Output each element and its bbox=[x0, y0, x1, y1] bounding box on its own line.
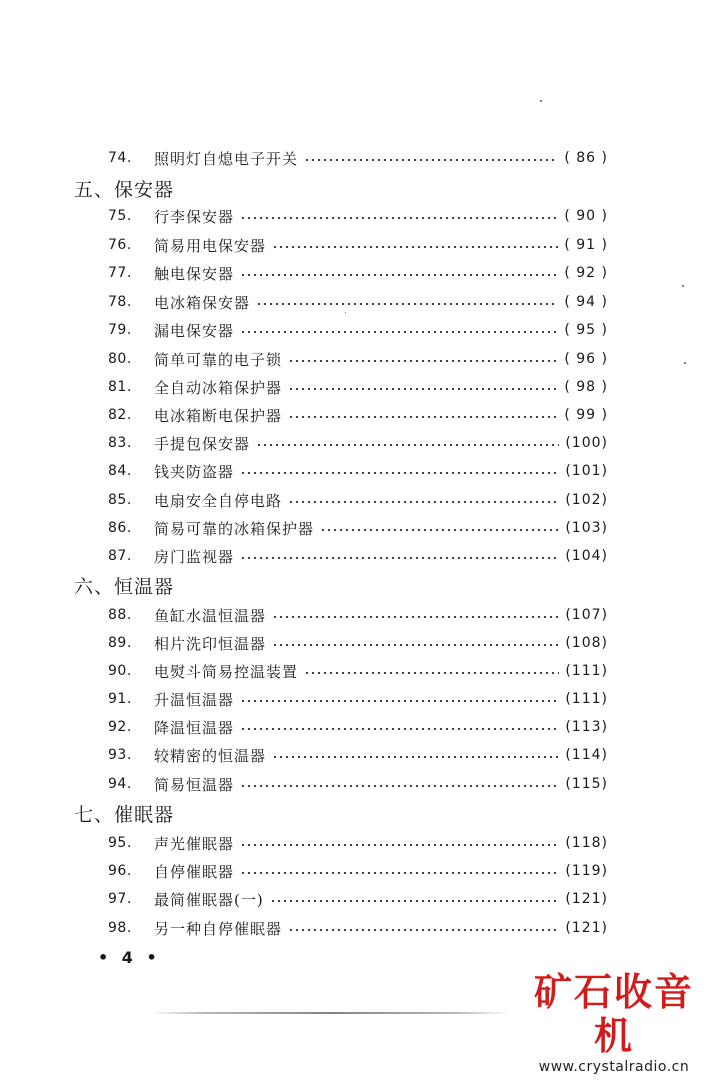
entry-page: (118) bbox=[565, 835, 608, 851]
entry-page: (113) bbox=[565, 719, 608, 735]
site-watermark bbox=[524, 970, 704, 1076]
toc-entry bbox=[108, 688, 608, 710]
toc-entry bbox=[108, 604, 608, 626]
entry-title: 较精密的恒温器 bbox=[154, 746, 267, 765]
entry-number: 87. bbox=[108, 548, 132, 564]
entry-number: 78. bbox=[108, 294, 132, 310]
dot-leader bbox=[256, 302, 558, 306]
entry-number: 82. bbox=[108, 407, 132, 423]
entry-title: 降温恒温器 bbox=[154, 718, 235, 737]
section-heading: 五、保安器 bbox=[74, 178, 175, 201]
entry-number: 84. bbox=[108, 463, 132, 479]
entry-page: ( 98 ) bbox=[564, 379, 608, 395]
section-heading: 六、恒温器 bbox=[74, 575, 175, 598]
dot-leader bbox=[240, 330, 558, 334]
dot-leader bbox=[272, 755, 559, 759]
dot-leader bbox=[240, 784, 559, 788]
entry-number: 80. bbox=[108, 351, 132, 367]
toc-entry bbox=[108, 716, 608, 738]
dot-leader bbox=[240, 273, 558, 277]
toc-entry bbox=[108, 432, 608, 454]
entry-page: (103) bbox=[565, 520, 608, 536]
entry-title: 行李保安器 bbox=[154, 207, 235, 226]
entry-number: 96. bbox=[108, 863, 132, 879]
entry-title: 手提包保安器 bbox=[154, 434, 251, 453]
entry-title: 电冰箱断电保护器 bbox=[154, 406, 283, 425]
dot-leader bbox=[272, 245, 558, 249]
toc-entry bbox=[108, 917, 608, 939]
entry-page: (121) bbox=[565, 920, 608, 936]
dot-leader bbox=[288, 415, 558, 419]
toc-entry bbox=[108, 404, 608, 426]
entry-title: 最简催眠器(一) bbox=[154, 890, 264, 909]
entry-title: 升温恒温器 bbox=[154, 690, 235, 709]
entry-number: 77. bbox=[108, 265, 132, 281]
entry-title: 声光催眠器 bbox=[154, 834, 235, 853]
entry-title: 简单可靠的电子锁 bbox=[154, 350, 283, 369]
watermark-logo: 矿石收音机 bbox=[533, 970, 694, 1058]
entry-number: 93. bbox=[108, 747, 132, 763]
toc-entry bbox=[108, 147, 608, 169]
dot-leader bbox=[272, 643, 559, 647]
toc-entry bbox=[108, 348, 608, 370]
entry-title: 电冰箱保安器 bbox=[154, 293, 251, 312]
dot-leader bbox=[240, 699, 559, 703]
toc-entry bbox=[108, 205, 608, 227]
entry-number: 91. bbox=[108, 691, 132, 707]
entry-page: (121) bbox=[565, 891, 608, 907]
entry-title: 钱夹防盗器 bbox=[154, 462, 235, 481]
entry-page: ( 92 ) bbox=[564, 265, 608, 281]
toc-entry bbox=[108, 888, 608, 910]
entry-page: (102) bbox=[565, 492, 608, 508]
dot-leader bbox=[240, 216, 558, 220]
toc-entry bbox=[108, 744, 608, 766]
entry-page: ( 90 ) bbox=[564, 208, 608, 224]
entry-number: 97. bbox=[108, 891, 132, 907]
entry-title: 漏电保安器 bbox=[154, 321, 235, 340]
dot-leader bbox=[288, 928, 559, 932]
entry-number: 81. bbox=[108, 379, 132, 395]
entry-title: 电熨斗简易控温装置 bbox=[154, 662, 299, 681]
entry-page: (100) bbox=[565, 435, 608, 451]
entry-title: 房门监视器 bbox=[154, 547, 235, 566]
entry-number: 83. bbox=[108, 435, 132, 451]
dot-leader bbox=[288, 387, 558, 391]
entry-number: 74. bbox=[108, 150, 132, 166]
entry-page: (104) bbox=[565, 548, 608, 564]
toc-entry bbox=[108, 545, 608, 567]
entry-page: (101) bbox=[565, 463, 608, 479]
toc-entry bbox=[108, 376, 608, 398]
toc-entry bbox=[108, 832, 608, 854]
scan-speck bbox=[345, 312, 346, 313]
entry-page: ( 96 ) bbox=[564, 351, 608, 367]
toc-entry bbox=[108, 773, 608, 795]
watermark-url: www.crystalradio.cn bbox=[538, 1059, 690, 1075]
toc-entry bbox=[108, 632, 608, 654]
entry-title: 触电保安器 bbox=[154, 264, 235, 283]
entry-title: 自停催眠器 bbox=[154, 862, 235, 881]
entry-title: 全自动冰箱保护器 bbox=[154, 378, 283, 397]
toc-entry bbox=[108, 460, 608, 482]
entry-page: ( 86 ) bbox=[564, 150, 608, 166]
entry-number: 92. bbox=[108, 719, 132, 735]
entry-number: 85. bbox=[108, 492, 132, 508]
entry-page: (111) bbox=[565, 663, 608, 679]
toc-entry bbox=[108, 489, 608, 511]
entry-page: (108) bbox=[565, 635, 608, 651]
entry-number: 75. bbox=[108, 208, 132, 224]
dot-leader bbox=[304, 158, 558, 162]
entry-page: (119) bbox=[565, 863, 608, 879]
entry-title: 简易恒温器 bbox=[154, 775, 235, 794]
entry-title: 简易用电保安器 bbox=[154, 236, 267, 255]
entry-page: ( 95 ) bbox=[564, 322, 608, 338]
entry-page: (114) bbox=[565, 747, 608, 763]
dot-leader bbox=[288, 500, 559, 504]
dot-leader bbox=[288, 359, 558, 363]
entry-page: (115) bbox=[565, 776, 608, 792]
dot-leader bbox=[240, 727, 559, 731]
toc-entry bbox=[108, 234, 608, 256]
entry-title: 鱼缸水温恒温器 bbox=[154, 606, 267, 625]
entry-number: 95. bbox=[108, 835, 132, 851]
dot-leader bbox=[240, 471, 559, 475]
page-number: • 4 • bbox=[98, 948, 161, 967]
entry-number: 79. bbox=[108, 322, 132, 338]
entry-number: 76. bbox=[108, 237, 132, 253]
dot-leader bbox=[240, 843, 559, 847]
dot-leader bbox=[304, 671, 559, 675]
entry-number: 94. bbox=[108, 776, 132, 792]
toc-entry bbox=[108, 291, 608, 313]
entry-number: 86. bbox=[108, 520, 132, 536]
toc-entry bbox=[108, 319, 608, 341]
toc-entry bbox=[108, 262, 608, 284]
entry-number: 98. bbox=[108, 920, 132, 936]
dot-leader bbox=[320, 528, 559, 532]
entry-number: 89. bbox=[108, 635, 132, 651]
dot-leader bbox=[240, 871, 559, 875]
scan-speck bbox=[684, 362, 686, 364]
toc-entry bbox=[108, 860, 608, 882]
entry-title: 电扇安全自停电路 bbox=[154, 491, 283, 510]
section-heading: 七、催眠器 bbox=[74, 803, 175, 826]
scan-speck bbox=[540, 100, 542, 102]
dot-leader bbox=[272, 615, 559, 619]
entry-title: 照明灯自熄电子开关 bbox=[154, 149, 299, 168]
entry-page: (107) bbox=[565, 607, 608, 623]
dot-leader bbox=[256, 443, 559, 447]
dot-leader bbox=[240, 556, 559, 560]
dot-leader bbox=[270, 899, 560, 903]
entry-page: (111) bbox=[565, 691, 608, 707]
scan-speck bbox=[682, 285, 684, 287]
entry-page: ( 94 ) bbox=[564, 294, 608, 310]
toc-entry bbox=[108, 517, 608, 539]
entry-title: 简易可靠的冰箱保护器 bbox=[154, 519, 315, 538]
entry-title: 另一种自停催眠器 bbox=[154, 919, 283, 938]
scan-artifact-line bbox=[150, 1012, 510, 1014]
entry-page: ( 99 ) bbox=[564, 407, 608, 423]
entry-number: 88. bbox=[108, 607, 132, 623]
toc-entry bbox=[108, 660, 608, 682]
entry-title: 相片洗印恒温器 bbox=[154, 634, 267, 653]
entry-number: 90. bbox=[108, 663, 132, 679]
entry-page: ( 91 ) bbox=[564, 237, 608, 253]
